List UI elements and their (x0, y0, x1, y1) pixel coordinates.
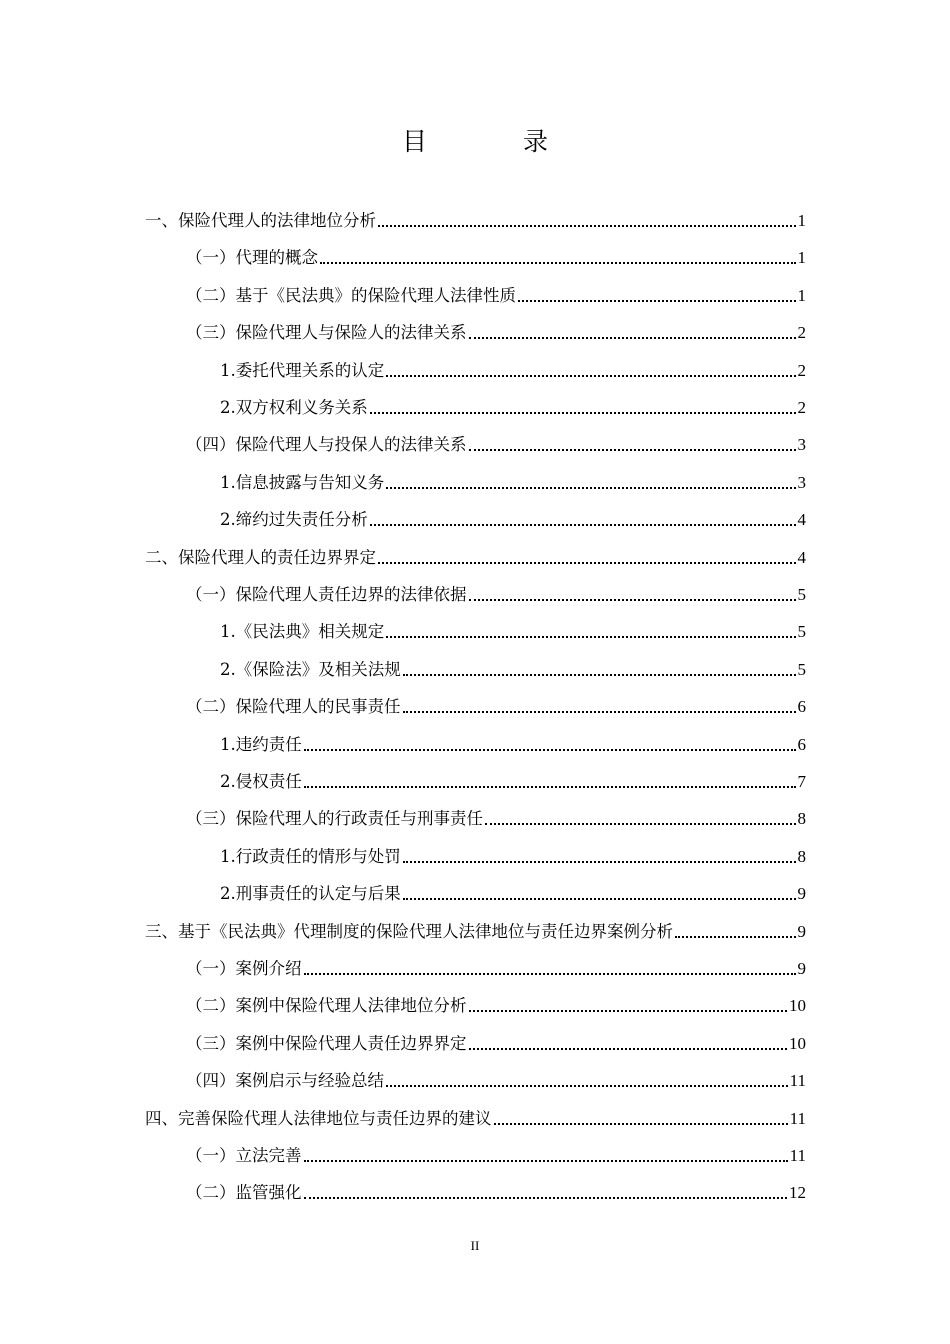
dot-leader (469, 1048, 788, 1050)
toc-entry-page: 1 (797, 285, 806, 305)
toc-entry[interactable] (145, 913, 806, 943)
dot-leader (403, 674, 796, 676)
toc-entry-text: （四）保险代理人与投保人的法律关系 (186, 435, 467, 455)
toc-entry-text: （二）基于《民法典》的保险代理人法律性质 (186, 285, 516, 305)
toc-entry-page: 2 (797, 323, 806, 343)
dot-leader (518, 300, 796, 302)
toc-entry-page: 11 (789, 1071, 806, 1091)
toc-entry-text: （三）保险代理人的行政责任与刑事责任 (186, 809, 483, 829)
toc-entry-page: 5 (797, 585, 806, 604)
dot-leader (469, 449, 796, 451)
toc-entry-text: （二）监管强化 (186, 1183, 302, 1203)
toc-entry[interactable] (186, 576, 806, 606)
dot-leader (469, 1010, 788, 1012)
toc-entry[interactable] (220, 726, 806, 756)
toc-entry-text: （一）保险代理人责任边界的法律依据 (186, 585, 467, 604)
toc-entry-text: 1.信息披露与告知义务 (220, 472, 385, 492)
dot-leader (370, 412, 796, 414)
toc-entry-text: （二）案例中保险代理人法律地位分析 (186, 996, 467, 1016)
toc-entry[interactable] (220, 613, 806, 643)
dot-leader (386, 636, 795, 638)
toc-entry-page: 8 (797, 809, 806, 829)
dot-leader (320, 262, 796, 264)
dot-leader (675, 936, 796, 938)
toc-entry-text: 2.侵权责任 (220, 772, 302, 791)
toc-entry-page: 6 (797, 697, 806, 717)
toc-entry-page: 12 (789, 1183, 806, 1203)
toc-entry-text: （三）案例中保险代理人责任边界界定 (186, 1033, 467, 1053)
dot-leader (403, 898, 796, 900)
toc-entry-text: （二）保险代理人的民事责任 (186, 697, 401, 717)
toc-entry-text: 1.行政责任的情形与处罚 (220, 846, 401, 866)
toc-entry-page: 8 (797, 846, 806, 866)
toc-entry[interactable] (186, 1062, 806, 1092)
toc-entry-text: 2.缔约过失责任分析 (220, 510, 368, 530)
dot-leader (304, 749, 796, 751)
toc-title: 目 录 (402, 127, 592, 156)
dot-leader (386, 1085, 788, 1087)
toc-entry[interactable] (186, 239, 806, 269)
toc-entry-text: 1.违约责任 (220, 734, 302, 754)
page-number-footer: II (470, 1238, 480, 1253)
toc-entry-text: 三、基于《民法典》代理制度的保险代理人法律地位与责任边界案例分析 (145, 921, 673, 941)
dot-leader (304, 1160, 788, 1162)
toc-entry[interactable] (186, 1174, 806, 1204)
toc-entry-text: 四、完善保险代理人法律地位与责任边界的建议 (145, 1108, 492, 1128)
dot-leader (469, 599, 796, 601)
toc-entry[interactable] (145, 1100, 806, 1130)
dot-leader (378, 562, 796, 564)
toc-entry-page: 3 (797, 472, 806, 492)
toc-entry-page: 9 (797, 884, 806, 904)
toc-entry-text: （一）代理的概念 (186, 248, 318, 268)
toc-entry-page: 9 (797, 959, 806, 978)
dot-leader (469, 337, 796, 339)
dot-leader (494, 1123, 788, 1125)
toc-entry-page: 11 (789, 1146, 806, 1165)
dot-leader (304, 973, 796, 975)
toc-entry[interactable] (186, 314, 806, 344)
toc-entry[interactable] (220, 501, 806, 531)
toc-entry[interactable] (186, 277, 806, 307)
toc-entry[interactable] (186, 1025, 806, 1055)
toc-entry[interactable] (220, 651, 806, 681)
toc-entry-page: 10 (789, 996, 806, 1016)
toc-entry-text: 1.《民法典》相关规定 (220, 622, 385, 642)
toc-entry[interactable] (220, 763, 806, 793)
dot-leader (403, 861, 796, 863)
dot-leader (370, 524, 796, 526)
toc-entry[interactable] (186, 688, 806, 718)
dot-leader (304, 786, 796, 788)
toc-entry-page: 4 (797, 510, 806, 530)
toc-entry-text: 2.《保险法》及相关法规 (220, 659, 401, 679)
toc-entry-page: 1 (797, 248, 806, 268)
toc-entry-page: 9 (797, 921, 806, 941)
dot-leader (304, 1197, 788, 1199)
toc-entry-text: 一、保险代理人的法律地位分析 (145, 211, 376, 230)
toc-entry-page: 10 (789, 1033, 806, 1053)
toc-entry[interactable] (220, 464, 806, 494)
toc-entry-text: 2.刑事责任的认定与后果 (220, 884, 401, 904)
toc-entry-page: 5 (797, 622, 806, 642)
toc-entry[interactable] (186, 800, 806, 830)
toc-entry-text: 二、保险代理人的责任边界界定 (145, 547, 376, 567)
toc-entry[interactable] (220, 875, 806, 905)
toc-entry-page: 6 (797, 734, 806, 754)
dot-leader (485, 823, 796, 825)
dot-leader (378, 225, 796, 227)
toc-entry-page: 5 (797, 659, 806, 679)
dot-leader (403, 711, 796, 713)
toc-entry-text: （四）案例启示与经验总结 (186, 1071, 384, 1091)
toc-entry[interactable] (145, 539, 806, 569)
dot-leader (386, 487, 795, 489)
toc-entry[interactable] (186, 1137, 806, 1167)
toc-entry-page: 1 (797, 211, 806, 230)
toc-entry-page: 3 (797, 435, 806, 455)
toc-entry-page: 2 (797, 360, 806, 380)
toc-entry[interactable] (145, 202, 806, 232)
toc-entry-text: （一）立法完善 (186, 1146, 302, 1165)
toc-entry-text: （一）案例介绍 (186, 959, 302, 978)
toc-entry-page: 11 (789, 1108, 806, 1128)
toc-entry-page: 7 (797, 772, 806, 791)
dot-leader (386, 375, 795, 377)
toc-entry[interactable] (186, 950, 806, 980)
toc-entry-text: 1.委托代理关系的认定 (220, 360, 385, 380)
toc-entry-text: 2.双方权利义务关系 (220, 398, 368, 417)
toc-entry[interactable] (220, 838, 806, 868)
toc-entry[interactable] (220, 389, 806, 419)
toc-entry[interactable] (186, 426, 806, 456)
toc-entry-text: （三）保险代理人与保险人的法律关系 (186, 323, 467, 343)
toc-entry-page: 2 (797, 398, 806, 417)
toc-entry[interactable] (186, 987, 806, 1017)
toc-entry-page: 4 (797, 547, 806, 567)
toc-entry[interactable] (220, 352, 806, 382)
